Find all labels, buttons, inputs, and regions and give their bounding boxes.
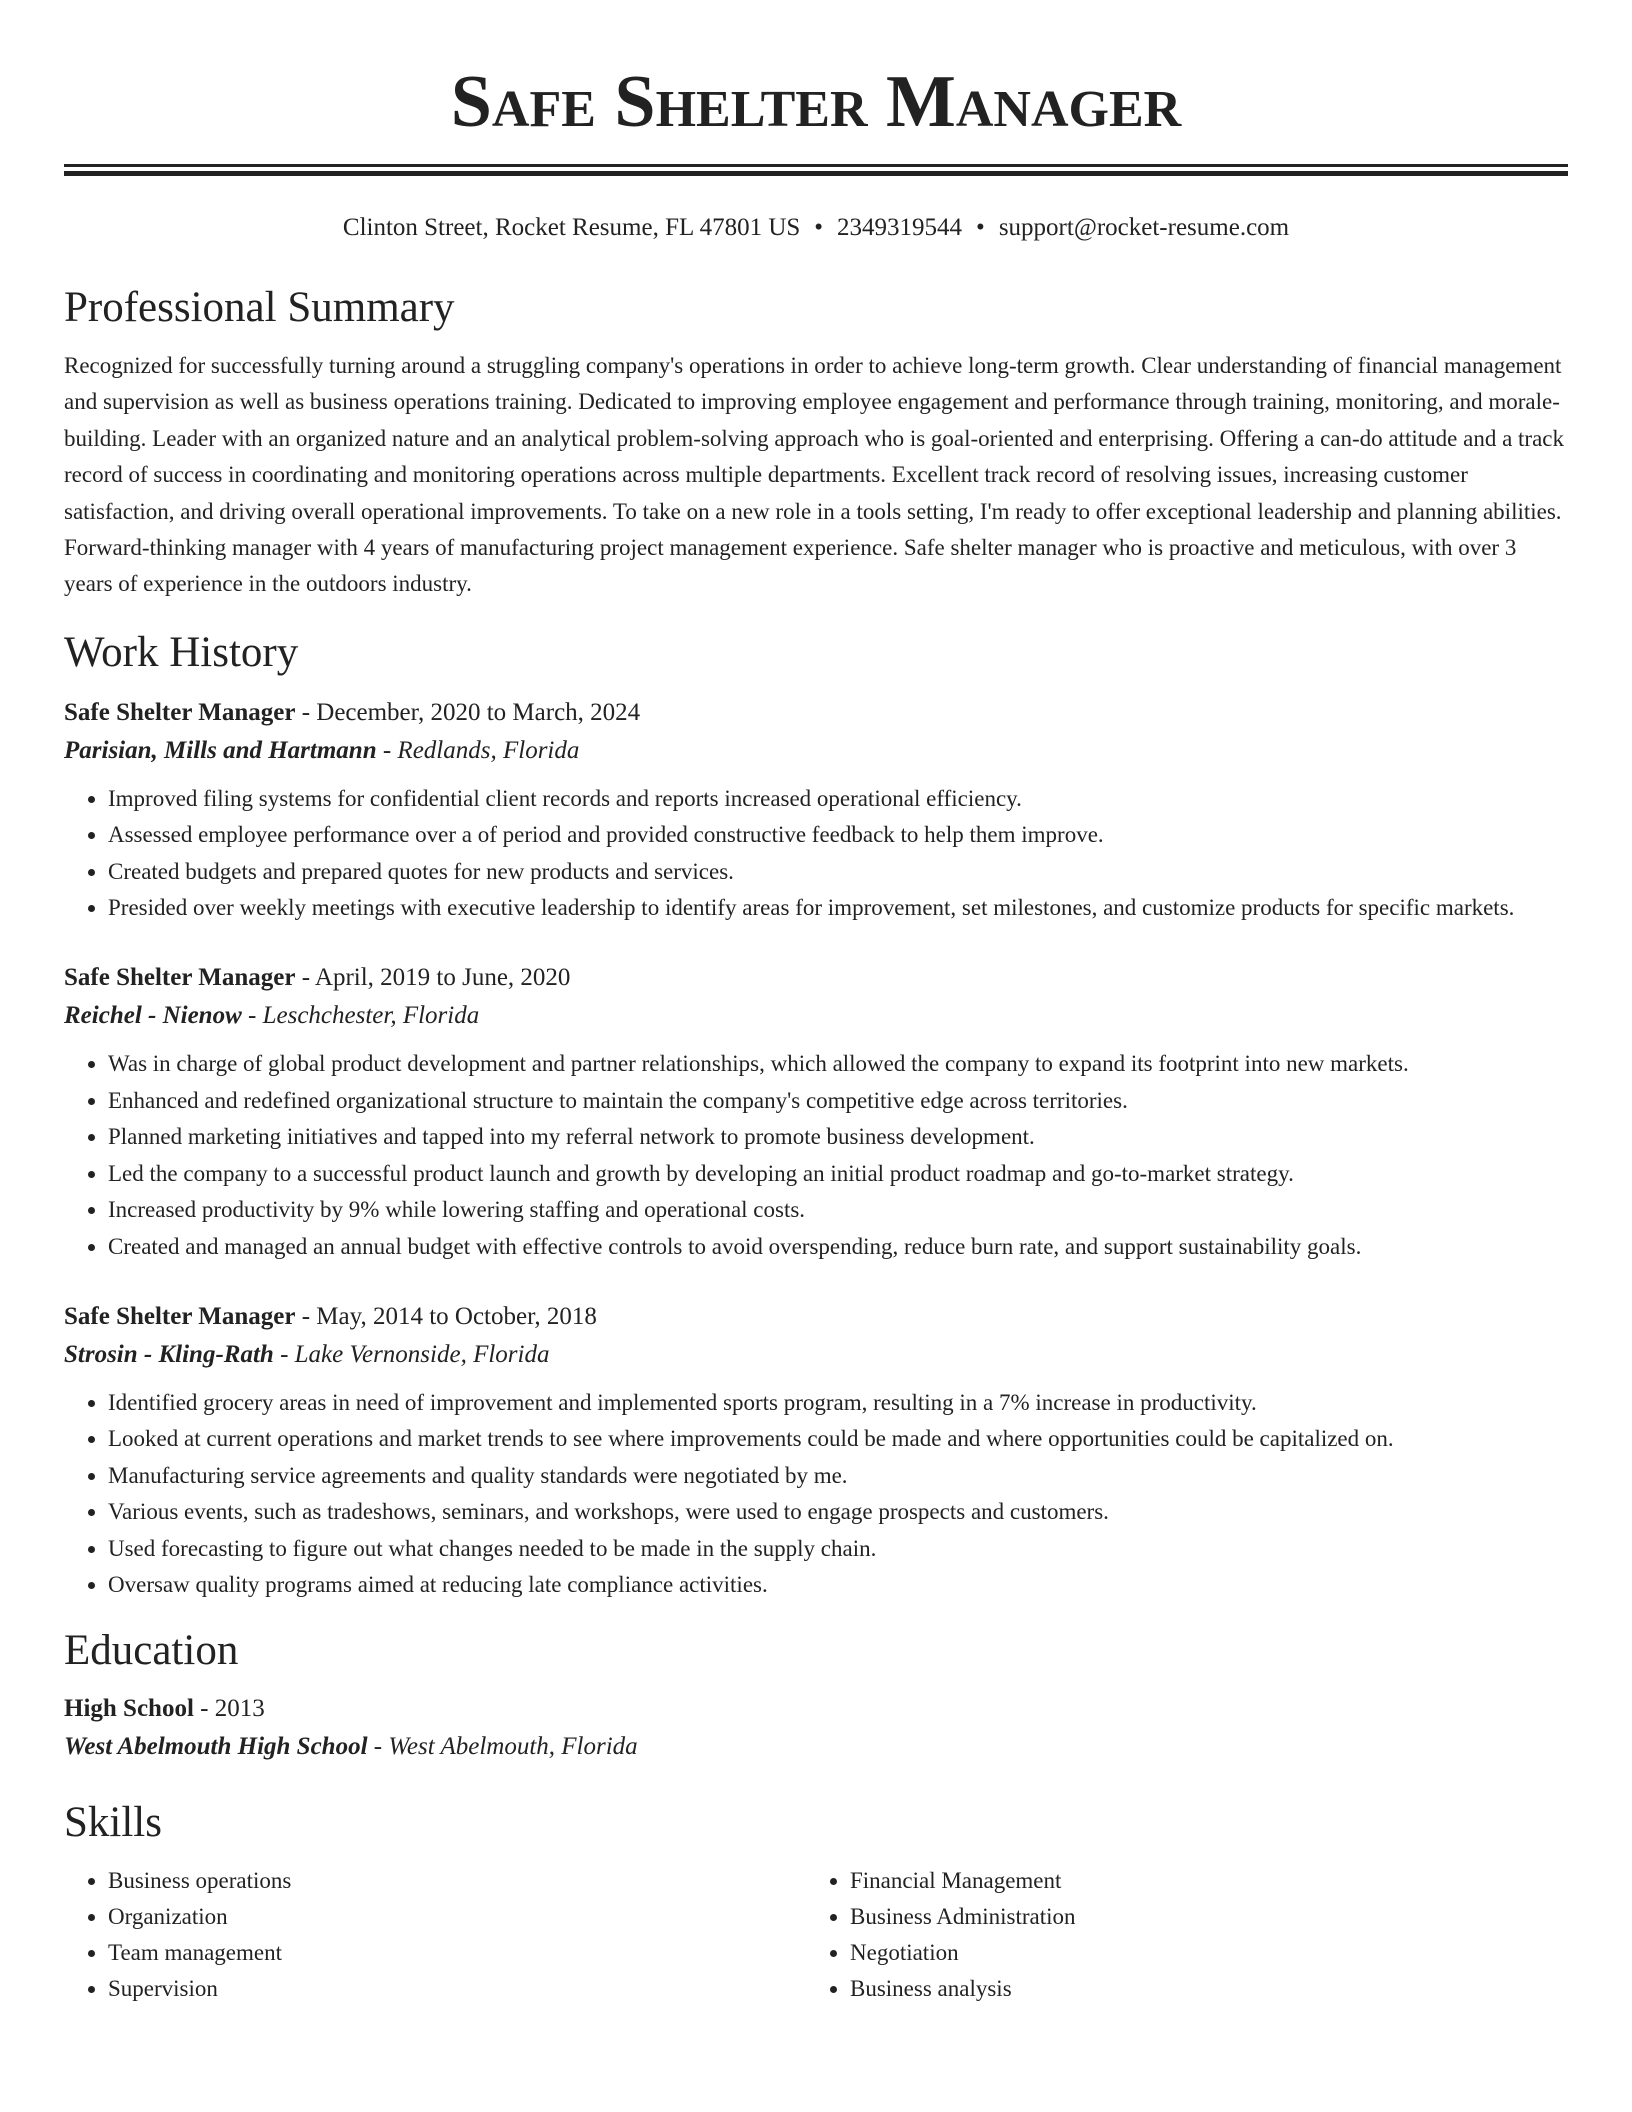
skill-item: • Business operations <box>108 1863 806 1899</box>
job-bullet: • Planned marketing initiatives and tapped into my referral network to promote business development. <box>108 1119 1568 1155</box>
job-dates: - April, 2019 to June, 2020 <box>295 964 571 992</box>
header-rule-top <box>64 164 1568 167</box>
job-bullet: • Looked at current operations and market trends to see where improvements could be made and where opportunities could be capitalized on. <box>108 1421 1568 1457</box>
education-location: - West Abelmouth, Florida <box>367 1733 638 1761</box>
job-bullets <box>64 1385 1568 1603</box>
contact-phone: 2349319544 <box>837 214 963 241</box>
job-entry <box>64 1299 1568 1603</box>
job-location: - Redlands, Florida <box>376 736 580 764</box>
job-bullet: • Various events, such as tradeshows, seminars, and workshops, were used to engage prospects and customers. <box>108 1494 1568 1530</box>
skill-item: • Business Administration <box>850 1899 1568 1935</box>
job-bullet: • Presided over weekly meetings with executive leadership to identify areas for improvement, set milestones, and customize products for specific markets. <box>108 890 1568 926</box>
job-location: - Leschchester, Florida <box>241 1002 480 1030</box>
job-company-line <box>64 1335 1568 1375</box>
skills-list <box>64 1863 1568 2007</box>
job-bullet: • Used forecasting to figure out what changes needed to be made in the supply chain. <box>108 1531 1568 1567</box>
job-bullet: • Was in charge of global product development and partner relationships, which allowed the company to expand its footprint into new markets. <box>108 1046 1568 1082</box>
education-school-line <box>64 1727 1568 1767</box>
job-dates: - May, 2014 to October, 2018 <box>295 1302 597 1330</box>
education-degree-line <box>64 1691 1568 1727</box>
job-title-line <box>64 695 1568 731</box>
job-company: Parisian, Mills and Hartmann <box>64 736 377 764</box>
skills-column-right <box>806 1863 1568 2007</box>
job-location: - Lake Vernonside, Florida <box>273 1340 550 1368</box>
skill-item: • Negotiation <box>850 1935 1568 1971</box>
skill-item: • Organization <box>108 1899 806 1935</box>
job-title-line <box>64 960 1568 996</box>
job-company-line <box>64 996 1568 1036</box>
education-degree: High School <box>64 1695 194 1723</box>
summary-text: Recognized for successfully turning around a struggling company's operations in order to achieve long-term growth. Clear understanding of financial management and supervision as well as business operations training. Dedicated to improving employee engagement and performance through training, monitoring, and morale-building. Leader with an organized nature and an analytical problem-solving approach who is goal-oriented and enterprising. Offering a can-do attitude and a track record of success in coordinating and monitoring operations across multiple departments. Excellent track record of resolving issues, increasing customer satisfaction, and driving overall operational improvements. To take on a new role in a tools setting, I'm ready to offer exceptional leadership and planning abilities. Forward-thinking manager with 4 years of manufacturing project management experience. Safe shelter manager who is proactive and meticulous, with over 3 years of experience in the outdoors industry. <box>64 353 1565 597</box>
contact-address: Clinton Street, Rocket Resume, FL 47801 US <box>342 214 801 241</box>
skill-item: • Team management <box>108 1935 806 1971</box>
skill-item: • Financial Management <box>850 1863 1568 1899</box>
skill-item: • Supervision <box>108 1971 806 2007</box>
job-title: Safe Shelter Manager <box>64 1302 296 1330</box>
skills-heading: Skills <box>64 1799 162 1847</box>
job-bullets <box>64 781 1568 927</box>
education-entry <box>64 1691 1568 1767</box>
job-bullet: • Assessed employee performance over a of period and provided constructive feedback to help them improve. <box>108 817 1568 853</box>
skills-column-left <box>64 1863 806 2007</box>
skill-item: • Business analysis <box>850 1971 1568 2007</box>
job-entry <box>64 695 1568 927</box>
contact-separator: • <box>814 214 824 241</box>
header-rule-bottom <box>64 171 1568 176</box>
job-company: Strosin - Kling-Rath <box>64 1340 274 1368</box>
job-bullet: • Increased productivity by 9% while lowering staffing and operational costs. <box>108 1192 1568 1228</box>
education-year: - 2013 <box>193 1695 265 1723</box>
work-history-heading: Work History <box>64 628 299 676</box>
resume-name: Safe Shelter Manager <box>450 61 1182 143</box>
job-company: Reichel - Nienow <box>64 1002 242 1030</box>
job-bullet: • Created and managed an annual budget with effective controls to avoid overspending, reduce burn rate, and support sustainability goals. <box>108 1229 1568 1265</box>
job-title-line <box>64 1299 1568 1335</box>
contact-email: support@rocket-resume.com <box>998 214 1290 241</box>
job-title: Safe Shelter Manager <box>64 698 296 726</box>
job-bullet: • Manufacturing service agreements and quality standards were negotiated by me. <box>108 1458 1568 1494</box>
job-bullet: • Created budgets and prepared quotes for new products and services. <box>108 854 1568 890</box>
summary-heading: Professional Summary <box>64 284 455 331</box>
job-title: Safe Shelter Manager <box>64 964 296 992</box>
job-bullet: • Improved filing systems for confidential client records and reports increased operational efficiency. <box>108 781 1568 817</box>
education-heading: Education <box>64 1627 239 1675</box>
job-bullets <box>64 1046 1568 1264</box>
job-dates: - December, 2020 to March, 2024 <box>295 698 641 726</box>
education-school: West Abelmouth High School <box>64 1733 368 1761</box>
job-bullet: • Enhanced and redefined organizational structure to maintain the company's competitive edge across territories. <box>108 1083 1568 1119</box>
contact-separator: • <box>976 214 985 241</box>
job-bullet: • Oversaw quality programs aimed at reducing late compliance activities. <box>108 1567 1568 1603</box>
job-bullet: • Identified grocery areas in need of improvement and implemented sports program, resulting in a 7% increase in productivity. <box>108 1385 1568 1421</box>
job-bullet: • Led the company to a successful product launch and growth by developing an initial product roadmap and go-to-market strategy. <box>108 1156 1568 1192</box>
contact-line <box>64 212 1568 244</box>
job-company-line <box>64 731 1568 771</box>
job-entry <box>64 960 1568 1264</box>
